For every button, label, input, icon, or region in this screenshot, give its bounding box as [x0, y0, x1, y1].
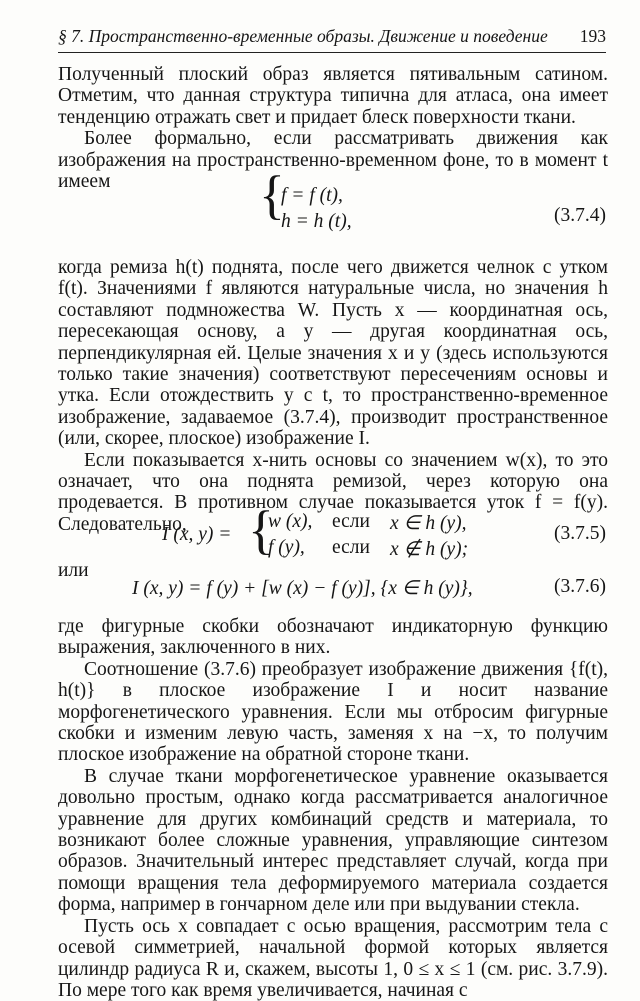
left-brace: {: [259, 165, 285, 225]
case-condition-word: если: [332, 511, 370, 532]
case-condition-word: если: [332, 537, 370, 558]
paragraph-block-2: [58, 257, 608, 535]
case-condition: x ∉ h (y);: [390, 539, 469, 560]
equation-number: (3.7.6): [554, 576, 606, 597]
running-header: [58, 24, 606, 53]
paragraph: В случае ткани морфогенетическое уравнение оказывается довольно простым, однако когда рассматривается аналогичное уравнение для других комбинаций средств и материала, то возникают более сложные уравнения, управляющие синтезом образов. Значительный интерес представляет случай, когда при помощи вращения тела деформируемого материала создается форма, например в гончарном деле или при выдувании стекла.: [58, 765, 608, 916]
paragraph-block-1: [58, 64, 608, 192]
left-brace: {: [248, 500, 274, 560]
equation-3-7-6: I (x, y) = f (y) + [w (x) − f (y)], {x ∈ h (y)},: [132, 578, 473, 599]
paragraph: Пусть ось x совпадает с осью вращения, рассмотрим тела с осевой симметрией, начальной формой которых является цилиндр радиуса R и, скажем, высоты 1, 0 ≤ x ≤ 1 (см. рис. 3.7.9). По мере того как время увеличивается, начиная с: [58, 915, 608, 1001]
paragraph: Если показывается x-нить основы со значением w(x), то это означает, что она поднята ремизой, через которую она продевается. В противном случае показывается уток f = f(y). Следовательно,: [58, 449, 608, 535]
running-title: § 7. Пространственно-временные образы. Движение и поведение: [58, 26, 548, 46]
paragraph: Более формально, если рассматривать движения как изображения на пространственно-временном фоне, то в момент t имеем: [58, 128, 608, 193]
case-value: f (y),: [268, 537, 305, 558]
equation-number: (3.7.4): [554, 205, 606, 226]
case-condition: x ∈ h (y),: [390, 513, 467, 534]
equation-line: f = f (t),: [281, 185, 343, 206]
page-number: 193: [579, 26, 606, 46]
paragraph: Соотношение (3.7.6) преобразует изображение движения {f(t), h(t)} в плоское изображение I и носит название морфогенетического уравнения. Если мы отбросим фигурные скобки и изменим левую часть, заменяя x на −x, то получим плоское изображение на обратной стороне ткани.: [58, 658, 608, 766]
paragraph: когда ремиза h(t) поднята, после чего движется челнок с утком f(t). Значениями f являются натуральные числа, но значения h составляют подмножества W. Пусть x — координатная ось, пересекающая основу, а y — другая координатная ось, перпендикулярная ей. Целые значения x и y (здесь используются только такие значения) соответствуют пересечениям основы и утка. Если отождествить y с t, то пространственно-временное изображение, задаваемое (3.7.4), производит пространственное (или, скорее, плоское) изображение I.: [58, 257, 608, 450]
paragraph-block-3: [58, 616, 608, 1001]
case-value: w (x),: [268, 511, 313, 532]
equation-number: (3.7.5): [554, 523, 606, 544]
equation-3-7-5: [162, 500, 502, 561]
paragraph: где фигурные скобки обозначают индикаторную функцию выражения, заключенного в них.: [58, 616, 608, 659]
equation-line: h = h (t),: [281, 211, 352, 232]
or-word: или: [58, 560, 89, 581]
paragraph: Полученный плоский образ является пятивальным сатином. Отметим, что данная структура типична для атласа, она имеет тенденцию отражать свет и придает блеск поверхности ткани.: [58, 64, 608, 128]
equation-lhs: I (x, y) =: [162, 524, 232, 545]
